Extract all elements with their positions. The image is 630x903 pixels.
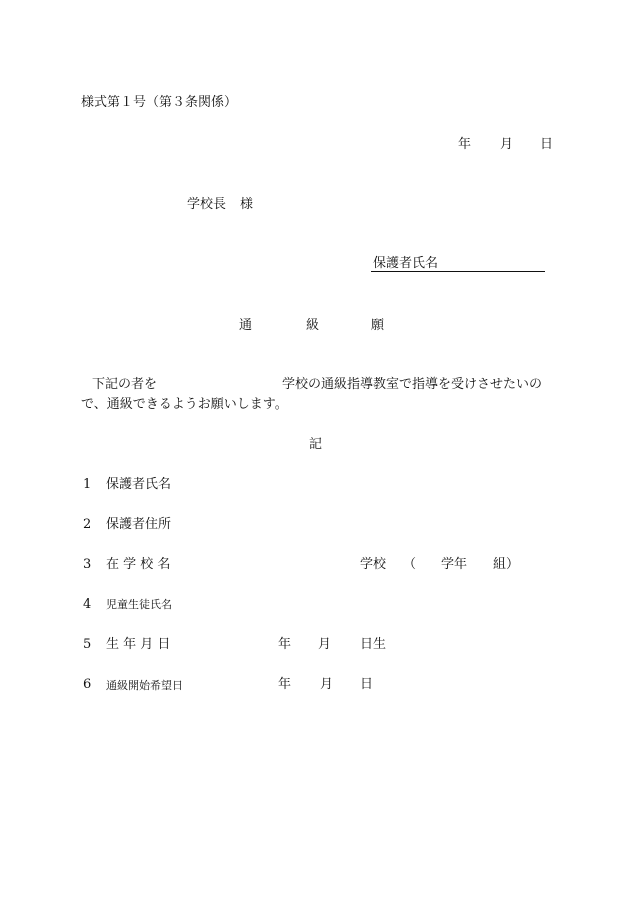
ki-heading: 記: [309, 437, 323, 452]
item-label: 在 学 校 名: [106, 557, 171, 572]
form-number: 様式第１号（第３条関係）: [81, 95, 238, 110]
item-number: 3: [83, 557, 92, 572]
school-suffix: 学校: [360, 557, 387, 572]
item-number: 5: [83, 637, 92, 652]
item-label: 児童生徒氏名: [106, 598, 172, 611]
class-label: 組）: [493, 557, 520, 572]
addressee-school-head: 学校長: [187, 197, 227, 212]
start-day-label: 日: [360, 677, 374, 692]
item-number: 1: [83, 477, 92, 492]
title-char-1: 通: [239, 318, 253, 333]
date-day-label: 日: [540, 137, 554, 152]
paren-open: （: [403, 557, 417, 572]
item-number: 2: [83, 517, 92, 532]
body-line2: で、通級できるようお願いします。: [81, 397, 288, 412]
date-year-label: 年: [458, 137, 472, 152]
item-number: 4: [83, 597, 92, 612]
body-line1-suffix: 学校の通級指導教室で指導を受けさせたいの: [282, 377, 543, 392]
body-line1-prefix: 下記の者を: [92, 377, 158, 392]
item-label: 通級開始希望日: [106, 679, 183, 692]
grade-label: 学年: [441, 557, 468, 572]
item-label: 生 年 月 日: [106, 637, 171, 652]
birth-year-label: 年: [278, 637, 292, 652]
item-label: 保護者住所: [106, 517, 172, 532]
start-year-label: 年: [278, 677, 292, 692]
birth-day-label: 日生: [360, 637, 387, 652]
birth-month-label: 月: [318, 637, 332, 652]
title-char-2: 級: [306, 318, 320, 333]
item-label: 保護者氏名: [106, 477, 172, 492]
start-month-label: 月: [320, 677, 334, 692]
date-month-label: 月: [500, 137, 514, 152]
title-char-3: 願: [371, 318, 385, 333]
item-number: 6: [83, 677, 92, 692]
addressee-honorific: 様: [240, 197, 254, 212]
guardian-signature-label: 保護者氏名: [373, 256, 439, 271]
